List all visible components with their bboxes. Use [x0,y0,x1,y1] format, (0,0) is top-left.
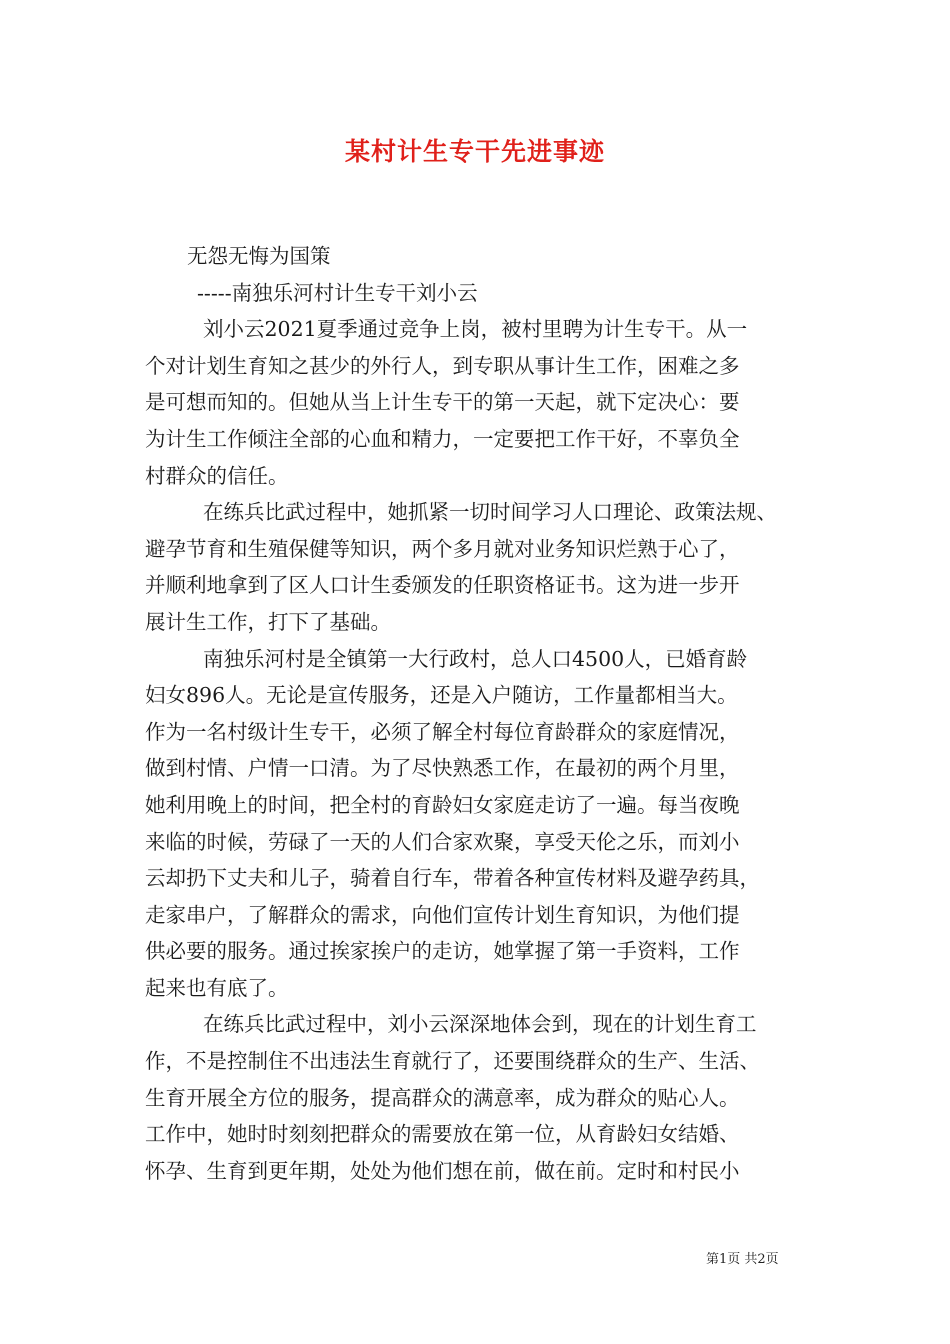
body-line: 她利用晚上的时间，把全村的育龄妇女家庭走访了一遍。每当夜晚 [145,792,740,817]
body-line: 做到村情、户情一口清。为了尽快熟悉工作，在最初的两个月里， [145,756,740,781]
body-line: 刘小云2021夏季通过竞争上岗，被村里聘为计生专干。从一 [203,317,748,342]
body-line: 起来也有底了。 [145,975,289,1000]
body-line: 作，不是控制住不出违法生育就行了，还要围绕群众的生产、生活、 [145,1049,760,1074]
body-line: 为计生工作倾注全部的心血和精力，一定要把工作干好，不辜负全 [145,426,740,451]
body-line: 并顺利地拿到了区人口计生委颁发的任职资格证书。这为进一步开 [145,573,740,598]
body-line: 在练兵比武过程中，刘小云深深地体会到，现在的计划生育工 [203,1012,757,1037]
document-byline: -----南独乐河村计生专干刘小云 [197,280,478,305]
document-subtitle: 无怨无悔为国策 [187,244,331,268]
body-line: 在练兵比武过程中，她抓紧一切时间学习人口理论、政策法规、 [203,500,777,525]
body-line: 个对计划生育知之甚少的外行人，到专职从事计生工作，困难之多 [145,353,740,378]
body-line: 来临的时候，劳碌了一天的人们合家欢聚，享受天伦之乐，而刘小 [145,829,740,854]
body-line: 怀孕、生育到更年期，处处为他们想在前，做在前。定时和村民小 [145,1158,740,1183]
body-line: 供必要的服务。通过挨家挨户的走访，她掌握了第一手资料，工作 [145,939,740,964]
body-line: 作为一名村级计生专干，必须了解全村每位育龄群众的家庭情况， [145,719,740,744]
body-line: 南独乐河村是全镇第一大行政村，总人口4500人，已婚育龄 [203,646,748,671]
body-line: 展计生工作，打下了基础。 [145,609,391,634]
body-line: 村群众的信任。 [145,463,289,488]
body-line: 云却扔下丈夫和儿子，骑着自行车，带着各种宣传材料及避孕药具， [145,866,760,891]
body-line: 妇女896人。无论是宣传服务，还是入户随访，工作量都相当大。 [145,683,738,708]
body-line: 避孕节育和生殖保健等知识，两个多月就对业务知识烂熟于心了， [145,536,740,561]
body-line: 是可想而知的。但她从当上计生专干的第一天起，就下定决心：要 [145,390,740,415]
page-number: 第1页 共2页 [706,1252,779,1267]
body-line: 走家串户，了解群众的需求，向他们宣传计划生育知识，为他们提 [145,902,740,927]
body-line: 工作中，她时时刻刻把群众的需要放在第一位，从育龄妇女结婚、 [145,1122,740,1147]
document-body [145,238,810,1189]
body-line: 生育开展全方位的服务，提高群众的满意率，成为群众的贴心人。 [145,1085,740,1110]
document-title: 某村计生专干先进事迹 [344,137,605,166]
